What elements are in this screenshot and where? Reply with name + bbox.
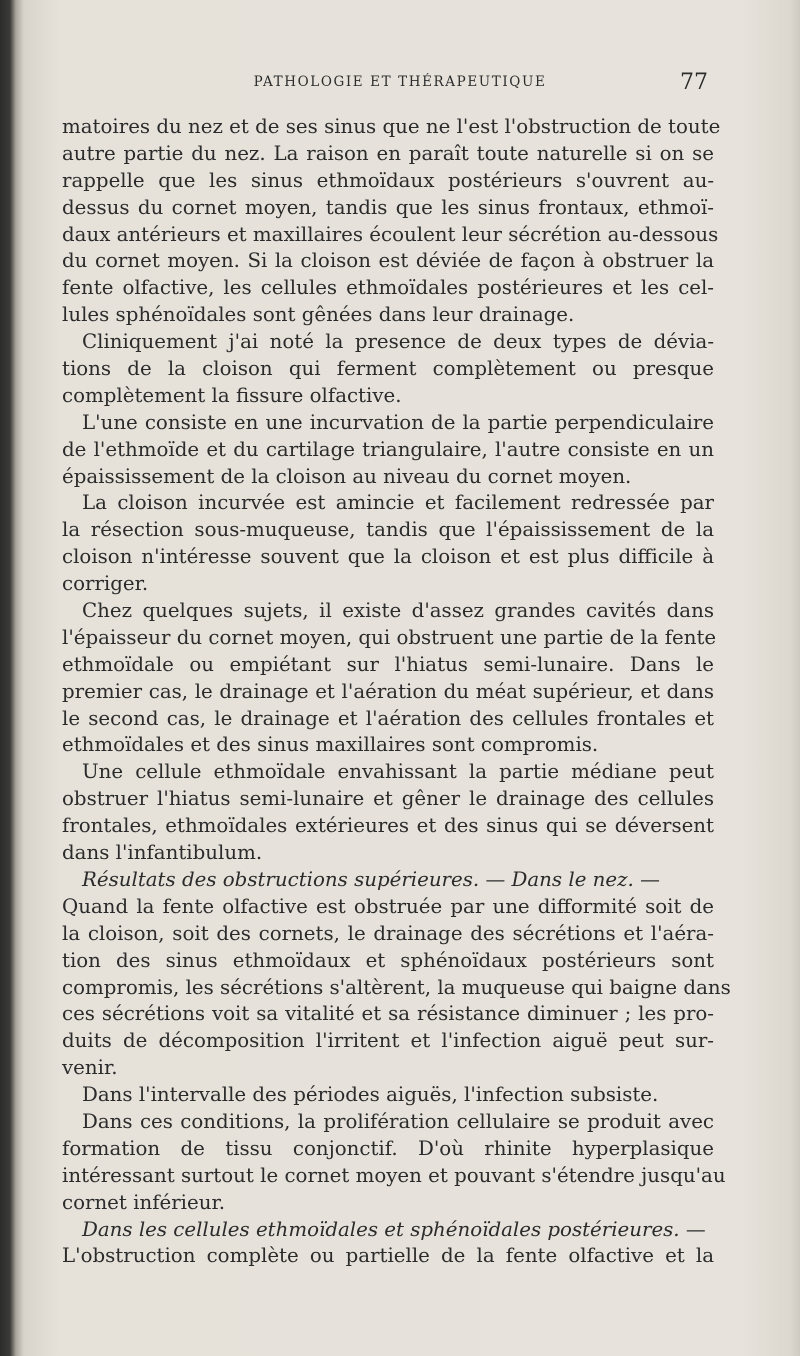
page-header: [0, 70, 800, 98]
text-line: matoires du nez et de ses sinus que ne l'est l'obstruction de toute: [62, 115, 721, 138]
text-line: l'épaisseur du cornet moyen, qui obstruent une partie de la fente: [62, 625, 717, 649]
section-heading-2: [62, 1217, 714, 1244]
heading-italic-sub: Dans le nez.: [511, 867, 634, 891]
text-line: daux antérieurs et maxillaires écoulent leur sécrétion au-dessous: [62, 222, 719, 246]
text-line: formation de tissu conjonctif. D'où rhinite hyperplasique: [62, 1136, 714, 1160]
text-line: Quand la fente olfactive est obstruée par une difformité soit de: [62, 894, 714, 918]
text-line: dans l'infantibulum.: [62, 841, 263, 865]
text-line: tions de la cloison qui ferment complètement ou presque: [62, 357, 714, 381]
text-line: Cliniquement j'ai noté la presence de deux types de dévia-: [82, 330, 714, 354]
heading-dash-end: —: [633, 867, 660, 891]
text-line: tion des sinus ethmoïdaux et sphénoïdaux postérieurs sont: [62, 948, 714, 972]
text-line: L'obstruction complète ou partielle de la fente olfactive et la: [62, 1244, 714, 1268]
text-line: compromis, les sécrétions s'altèrent, la muqueuse qui baigne dans: [62, 975, 731, 999]
heading-italic: Dans les cellules ethmoïdales et sphénoïdales postérieures.: [82, 1217, 680, 1241]
text-line: intéressant surtout le cornet moyen et pouvant s'étendre jusqu'au: [62, 1163, 726, 1187]
text-line: la résection sous-muqueuse, tandis que l'épaississement de la: [62, 518, 714, 542]
text-line: lules sphénoïdales sont gênées dans leur drainage.: [62, 303, 575, 327]
text-line: de l'ethmoïde et du cartilage triangulaire, l'autre consiste en un: [62, 437, 714, 461]
text-line: épaississement de la cloison au niveau du cornet moyen.: [62, 464, 632, 488]
text-line: corriger.: [62, 572, 149, 596]
text-line: venir.: [62, 1056, 118, 1080]
page-number: 77: [680, 70, 708, 95]
text-line: ethmoïdale ou empiétant sur l'hiatus semi-lunaire. Dans le: [62, 652, 714, 676]
text-line: le second cas, le drainage et l'aération des cellules frontales et: [62, 706, 714, 730]
text-line: Une cellule ethmoïdale envahissant la partie médiane peut: [82, 760, 714, 784]
heading-italic: Résultats des obstructions supérieures.: [82, 867, 480, 891]
text-line: cornet inférieur.: [62, 1190, 226, 1214]
text-line: duits de décomposition l'irritent et l'infection aiguë peut sur-: [62, 1029, 714, 1053]
text-line: la cloison, soit des cornets, le drainage des sécrétions et l'aéra-: [62, 921, 714, 945]
text-line: Chez quelques sujets, il existe d'assez grandes cavités dans: [82, 599, 714, 623]
text-line: obstruer l'hiatus semi-lunaire et gêner le drainage des cellules: [62, 787, 714, 811]
section-heading: [62, 867, 714, 894]
text-line: La cloison incurvée est amincie et facilement redressée par: [82, 491, 714, 515]
text-line: complètement la fissure olfactive.: [62, 383, 402, 407]
text-line: du cornet moyen. Si la cloison est déviée de façon à obstruer la: [62, 249, 714, 273]
text-line: rappelle que les sinus ethmoïdaux postérieurs s'ouvrent au-: [62, 168, 714, 192]
running-head: PATHOLOGIE ET THÉRAPEUTIQUE: [253, 74, 547, 90]
text-line: Dans l'intervalle des périodes aiguës, l'infection subsiste.: [82, 1083, 659, 1107]
text-line: Dans ces conditions, la prolifération cellulaire se produit avec: [82, 1109, 714, 1133]
body-text: [62, 114, 731, 1270]
text-line: premier cas, le drainage et l'aération du méat supérieur, et dans: [62, 679, 714, 703]
text-line: frontales, ethmoïdales extérieures et des sinus qui se déversent: [62, 814, 714, 838]
text-line: ethmoïdales et des sinus maxillaires sont compromis.: [62, 733, 599, 757]
text-line: L'une consiste en une incurvation de la partie perpendiculaire: [82, 410, 714, 434]
text-line: autre partie du nez. La raison en paraît toute naturelle si on se: [62, 141, 714, 165]
text-line: dessus du cornet moyen, tandis que les sinus frontaux, ethmoï-: [62, 195, 714, 219]
text-line: cloison n'intéresse souvent que la cloison et est plus difficile à: [62, 545, 714, 569]
text-line: fente olfactive, les cellules ethmoïdales postérieures et les cel-: [62, 276, 714, 300]
text-line: ces sécrétions voit sa vitalité et sa résistance diminuer ; les pro-: [62, 1002, 714, 1026]
heading-dash-end: —: [679, 1217, 706, 1241]
heading-dash: —: [479, 867, 512, 891]
